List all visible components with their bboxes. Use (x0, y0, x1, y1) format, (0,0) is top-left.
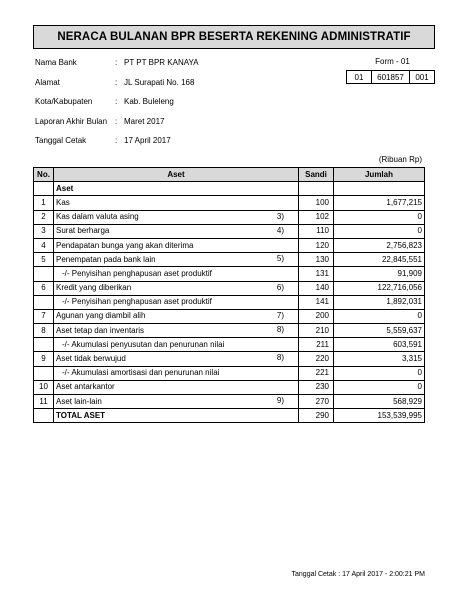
row-jumlah: 0 (334, 210, 425, 224)
row-jumlah: 0 (334, 366, 425, 380)
row-aset (54, 253, 299, 267)
table-row (34, 267, 425, 281)
info-colon: : (115, 77, 118, 87)
row-no (34, 409, 54, 423)
row-no: 10 (34, 380, 54, 394)
row-aset (54, 409, 299, 423)
row-no: 1 (34, 196, 54, 210)
row-sandi: 210 (299, 324, 334, 338)
row-aset (54, 338, 299, 352)
table-body (34, 182, 425, 423)
row-aset-label: Kas dalam valuta asing (56, 212, 139, 222)
row-sandi: 120 (299, 238, 334, 252)
row-aset-label: Aset tidak berwujud (56, 354, 126, 364)
report-title (33, 25, 435, 49)
row-jumlah: 1,892,031 (334, 295, 425, 309)
row-note: 4) (276, 225, 284, 235)
row-no: 5 (34, 253, 54, 267)
row-aset (54, 224, 299, 238)
row-aset-label: Penempatan pada bank lain (56, 254, 156, 264)
row-aset-label: TOTAL ASET (56, 410, 106, 420)
unit-label: (Ribuan Rp) (378, 155, 422, 164)
print-timestamp: Tanggal Cetak : 17 April 2017 - 2:00:21 PM (291, 571, 425, 578)
row-note: 6) (276, 282, 284, 292)
row-jumlah: 0 (334, 309, 425, 323)
form-label: Form - 01 (375, 57, 410, 66)
row-jumlah: 122,716,056 (334, 281, 425, 295)
row-aset (54, 196, 299, 210)
row-no: 6 (34, 281, 54, 295)
row-sandi: 211 (299, 338, 334, 352)
header-jumlah: Jumlah (334, 168, 425, 182)
row-aset-label: -/- Penyisihan penghapusan aset produktif (62, 268, 212, 278)
row-sandi: 230 (299, 380, 334, 394)
row-aset-label: -/- Akumulasi amortisasi dan penurunan nilai (62, 368, 220, 378)
table-row (34, 324, 425, 338)
row-aset-label: Aset antarkantor (56, 382, 115, 392)
info-label: Alamat (35, 77, 60, 87)
table-row (34, 395, 425, 409)
row-aset (54, 395, 299, 409)
row-sandi: 140 (299, 281, 334, 295)
row-no (34, 267, 54, 281)
row-no: 7 (34, 309, 54, 323)
header-sandi: Sandi (299, 168, 334, 182)
row-sandi: 290 (299, 409, 334, 423)
row-jumlah: 5,559,637 (334, 324, 425, 338)
row-no: 8 (34, 324, 54, 338)
table-row (34, 210, 425, 224)
report-title-text: NERACA BULANAN BPR BESERTA REKENING ADMINISTRATIF (57, 31, 411, 43)
row-sandi: 270 (299, 395, 334, 409)
table-row (34, 182, 425, 196)
row-aset (54, 281, 299, 295)
row-aset (54, 380, 299, 394)
row-no: 4 (34, 238, 54, 252)
row-jumlah: 2,756,823 (334, 238, 425, 252)
row-sandi: 102 (299, 210, 334, 224)
table-row (34, 352, 425, 366)
table-row (34, 238, 425, 252)
info-value: Maret 2017 (124, 116, 165, 126)
row-aset-label: Aset lain-lain (56, 396, 102, 406)
row-jumlah: 0 (334, 380, 425, 394)
row-no: 11 (34, 395, 54, 409)
row-jumlah: 1,677,215 (334, 196, 425, 210)
row-jumlah: 91,909 (334, 267, 425, 281)
row-note: 9) (276, 396, 284, 405)
row-aset (54, 267, 299, 281)
row-note: 8) (276, 353, 284, 363)
row-aset-label: -/- Penyisihan penghapusan aset produktif (62, 297, 212, 307)
info-value: JL Surapati No. 168 (124, 77, 195, 87)
row-aset (54, 295, 299, 309)
form-code: 01 (346, 70, 372, 84)
row-aset-label: Aset tetap dan inventaris (56, 325, 145, 335)
row-aset-label: Aset (56, 183, 74, 193)
row-aset-label: Pendapatan bunga yang akan diterima (56, 240, 194, 250)
row-no (34, 338, 54, 352)
table-row (34, 295, 425, 309)
row-note: 8) (276, 325, 284, 335)
info-label: Tanggal Cetak (35, 136, 87, 145)
row-aset-label: Kredit yang diberikan (56, 283, 132, 293)
row-jumlah (334, 182, 425, 196)
row-no: 2 (34, 210, 54, 224)
row-aset-label: -/- Akumulasi penyusutan dan penurunan nilai (62, 339, 225, 349)
row-sandi: 100 (299, 196, 334, 210)
table-row (34, 366, 425, 380)
row-no (34, 366, 54, 380)
row-aset (54, 324, 299, 338)
info-colon: : (115, 97, 118, 106)
row-sandi: 130 (299, 253, 334, 267)
row-aset-label: Kas (56, 197, 70, 207)
row-aset-label: Surat berharga (56, 226, 110, 236)
form-code: 601857 (371, 70, 410, 84)
row-sandi: 220 (299, 352, 334, 366)
row-sandi: 141 (299, 295, 334, 309)
row-sandi: 221 (299, 366, 334, 380)
header-no: No. (34, 168, 54, 182)
table-row (34, 196, 425, 210)
row-sandi: 131 (299, 267, 334, 281)
table-row (34, 338, 425, 352)
row-no (34, 182, 54, 196)
table-row (34, 253, 425, 267)
info-colon: : (115, 116, 118, 126)
row-no (34, 295, 54, 309)
row-aset-label: Agunan yang diambil alih (56, 311, 146, 321)
row-note: 7) (276, 310, 284, 320)
form-codes (346, 70, 434, 84)
row-aset (54, 182, 299, 196)
table-row (34, 409, 425, 423)
form-code: 001 (409, 70, 435, 84)
table-row (34, 380, 425, 394)
info-value: PT PT BPR KANAYA (124, 58, 199, 67)
row-aset (54, 238, 299, 252)
table-row (34, 224, 425, 238)
row-jumlah: 568,929 (334, 395, 425, 409)
row-aset (54, 366, 299, 380)
row-sandi (299, 182, 334, 196)
info-colon: : (115, 58, 118, 67)
info-colon: : (115, 136, 118, 145)
info-label: Kota/Kabupaten (35, 97, 93, 106)
row-aset (54, 309, 299, 323)
row-aset (54, 352, 299, 366)
row-jumlah: 0 (334, 224, 425, 238)
balance-sheet-table (33, 167, 425, 423)
row-jumlah: 603,591 (334, 338, 425, 352)
row-jumlah: 3,315 (334, 352, 425, 366)
row-jumlah: 22,845,551 (334, 253, 425, 267)
row-jumlah: 153,539,995 (334, 409, 425, 423)
row-sandi: 200 (299, 309, 334, 323)
info-label: Nama Bank (35, 58, 77, 67)
table-row (34, 309, 425, 323)
info-value: 17 April 2017 (124, 136, 171, 145)
row-sandi: 110 (299, 224, 334, 238)
row-aset (54, 210, 299, 224)
row-no: 9 (34, 352, 54, 366)
table-header-row (34, 168, 425, 182)
table-row (34, 281, 425, 295)
row-note: 3) (276, 211, 284, 221)
row-no: 3 (34, 224, 54, 238)
info-value: Kab. Buleleng (124, 97, 174, 106)
info-label: Laporan Akhir Bulan (35, 116, 108, 126)
row-note: 5) (276, 254, 284, 264)
header-aset: Aset (54, 168, 299, 182)
